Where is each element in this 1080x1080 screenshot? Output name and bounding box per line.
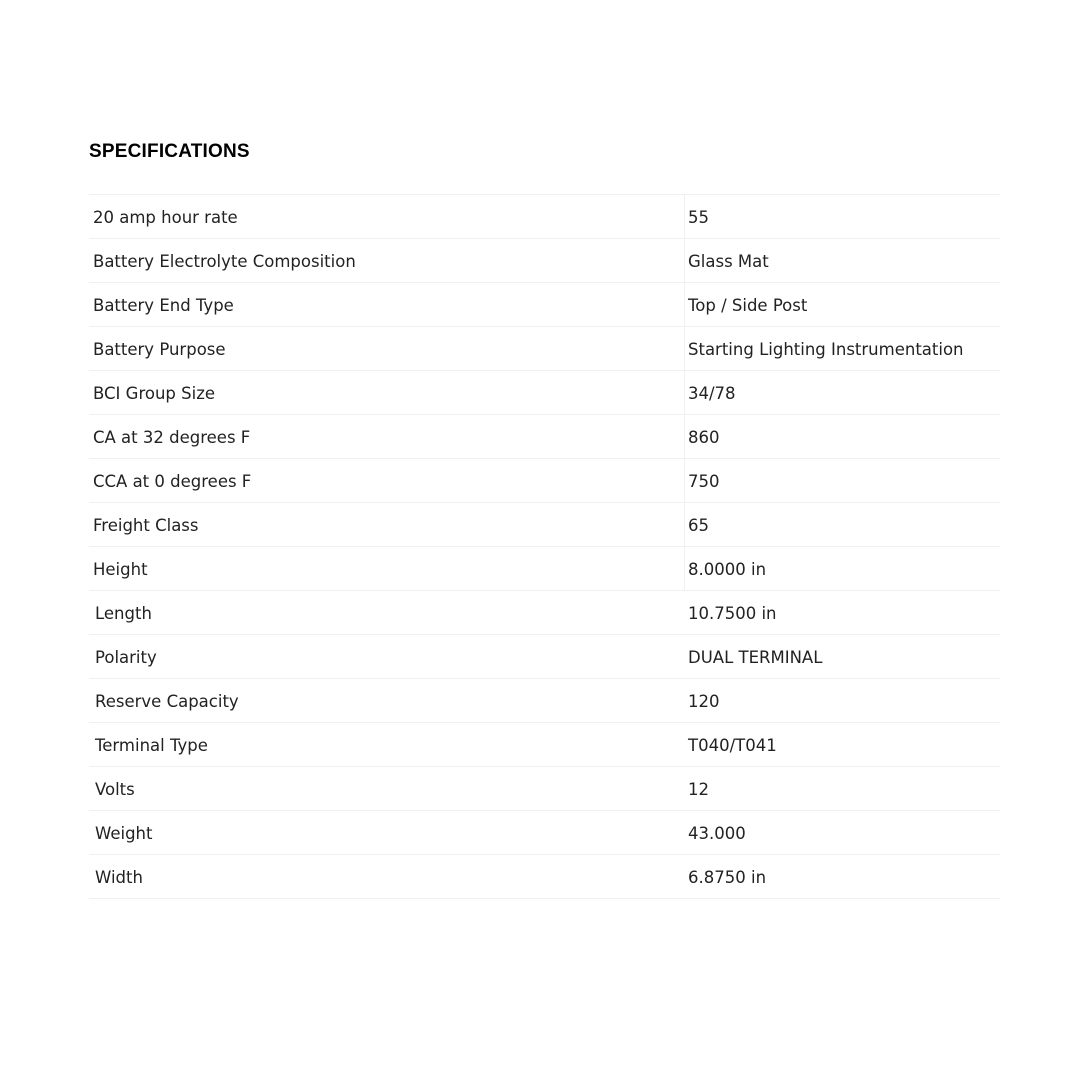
spec-value: 10.7500 in [688,604,777,623]
spec-row [89,810,1000,854]
spec-name: Terminal Type [95,736,208,755]
spec-name: 20 amp hour rate [93,208,238,227]
spec-value: 8.0000 in [688,560,767,579]
spec-value: Top / Side Post [688,296,808,315]
spec-row [89,282,1000,326]
spec-name: Length [95,604,152,623]
spec-value: T040/T041 [688,736,777,755]
spec-row [89,502,1000,546]
spec-name: Volts [95,780,135,799]
spec-name: Reserve Capacity [95,692,239,711]
spec-row [89,414,1000,458]
spec-value: 55 [688,208,709,227]
spec-row [89,854,1000,899]
spec-value: Starting Lighting Instrumentation [688,340,964,359]
spec-row [89,546,1000,590]
spec-name: Weight [95,824,153,843]
spec-row [89,590,1000,634]
spec-name: Battery Electrolyte Composition [93,252,356,271]
spec-value: 120 [688,692,720,711]
spec-name: BCI Group Size [93,384,216,403]
spec-value: 12 [688,780,709,799]
spec-name: CCA at 0 degrees F [93,472,252,491]
spec-row [89,678,1000,722]
spec-value: 43.000 [688,824,746,843]
spec-value: Glass Mat [688,252,769,271]
spec-name: Battery Purpose [93,340,226,359]
specifications-table [89,194,1000,899]
spec-value: 65 [688,516,709,535]
spec-name: Freight Class [93,516,199,535]
spec-row [89,370,1000,414]
spec-name: Battery End Type [93,296,234,315]
spec-row [89,458,1000,502]
spec-row [89,634,1000,678]
spec-name: Width [95,868,143,887]
spec-value: 750 [688,472,720,491]
spec-name: Height [93,560,148,579]
spec-value: DUAL TERMINAL [688,648,823,667]
spec-name: CA at 32 degrees F [93,428,251,447]
spec-value: 6.8750 in [688,868,767,887]
spec-row [89,722,1000,766]
specifications-heading: SPECIFICATIONS [89,141,250,162]
spec-row [89,326,1000,370]
spec-value: 34/78 [688,384,736,403]
spec-name: Polarity [95,648,157,667]
spec-value: 860 [688,428,720,447]
spec-row [89,766,1000,810]
spec-row [89,194,1000,238]
spec-row [89,238,1000,282]
